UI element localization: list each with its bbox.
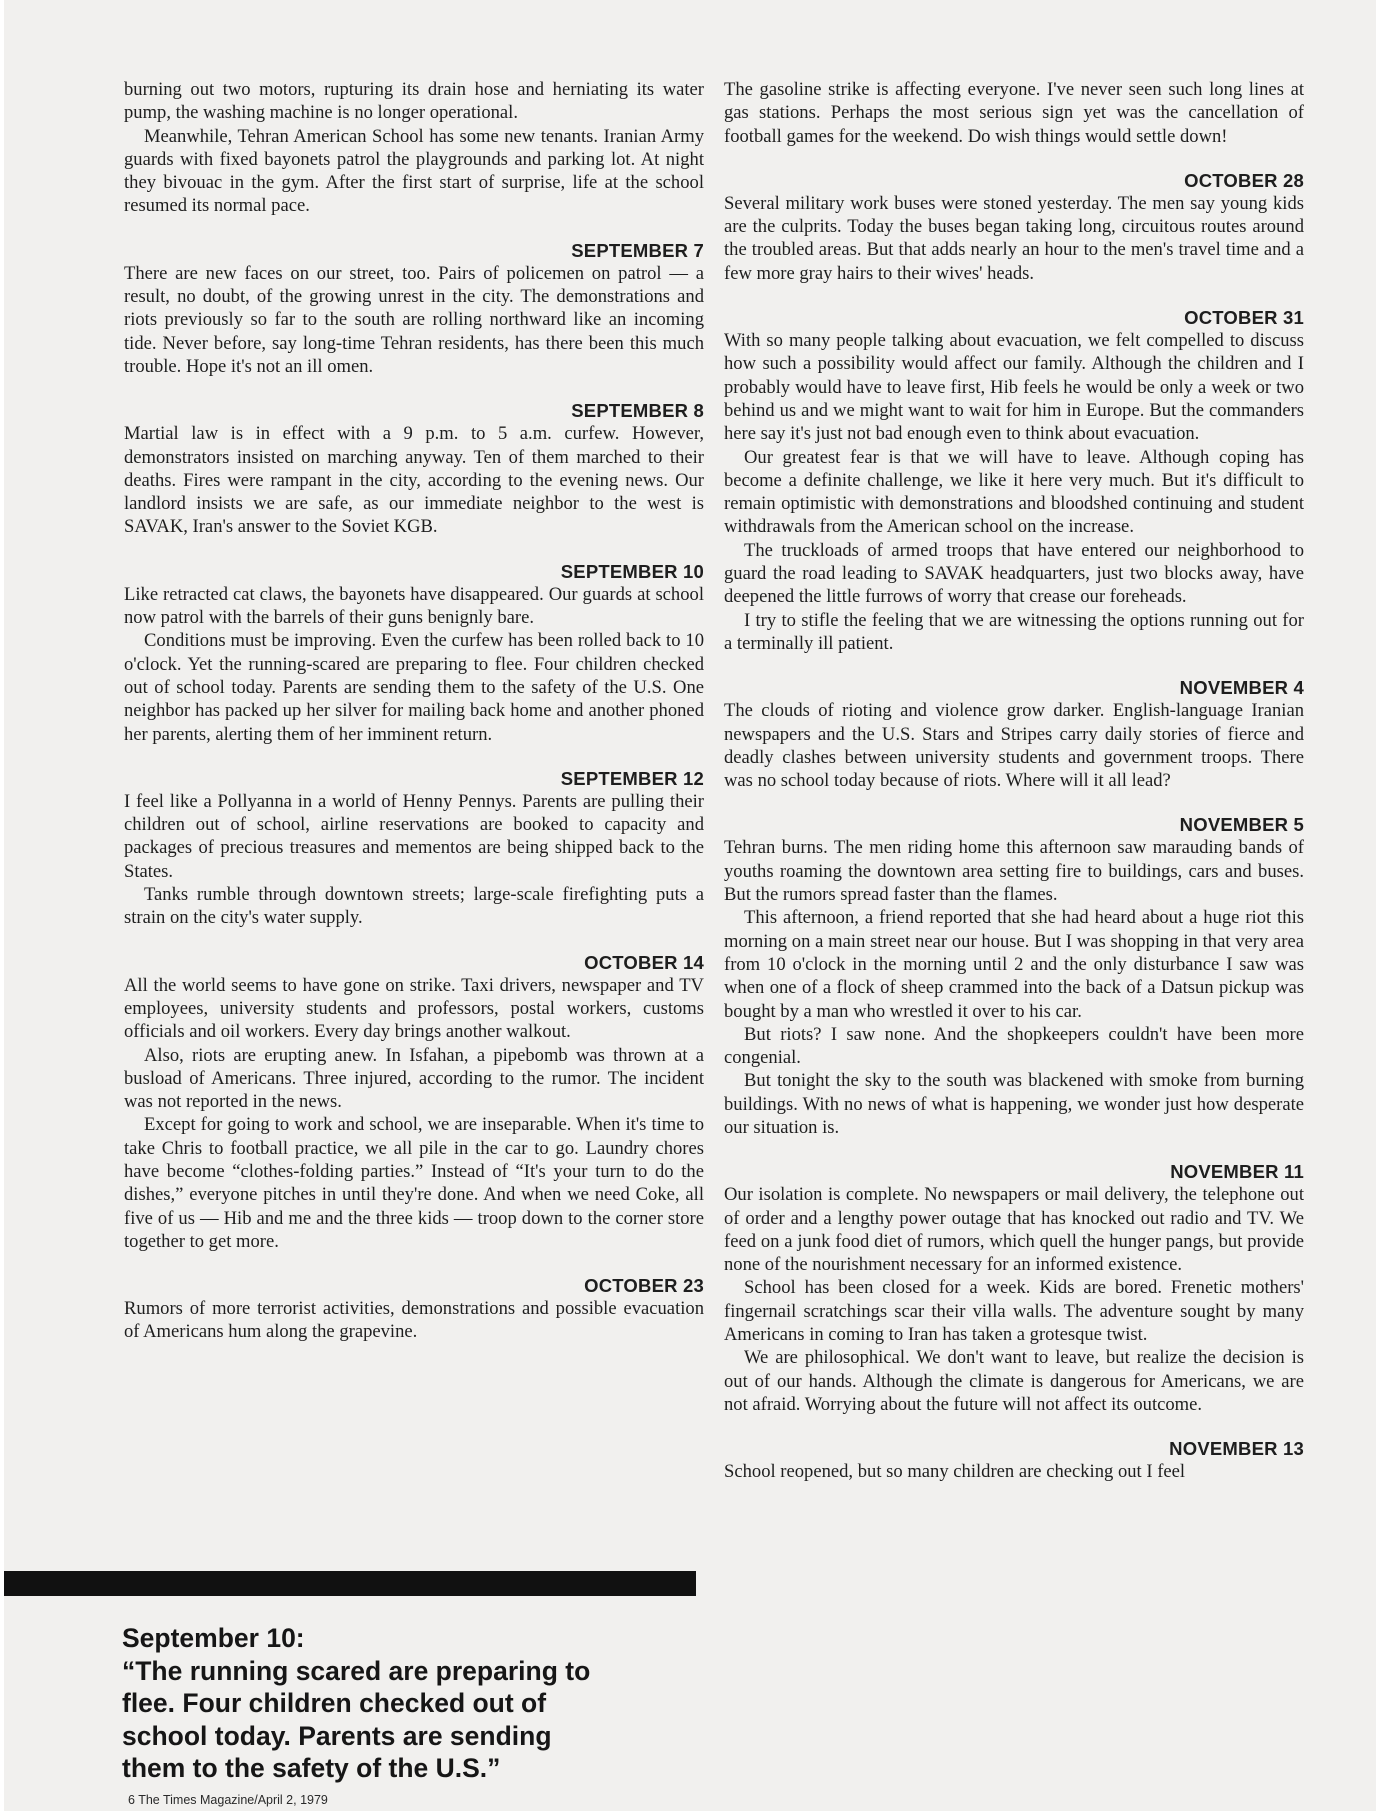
paragraph: But riots? I saw none. And the shopkeepers couldn't have been more congenial. <box>724 1023 1304 1069</box>
paragraph: Several military work buses were stoned yesterday. The men say young kids are the culprits. Today the buses began taking long, circuitous routes around the troubled areas. But that adds nearly an hour to the men's travel time and a few more gray hairs to their wives' heads. <box>724 192 1304 284</box>
pullquote-line: school today. Parents are sending <box>122 1720 552 1751</box>
entry-date-heading: NOVEMBER 5 <box>1179 814 1304 836</box>
entry-date-heading: SEPTEMBER 12 <box>560 767 704 789</box>
paragraph: Tehran burns. The men riding home this afternoon saw marauding bands of youths roaming the downtown area setting fire to buildings, cars and buses. But the rumors spread faster than the flames. <box>724 837 1304 906</box>
entry-date-heading: OCTOBER 23 <box>584 1275 704 1297</box>
paragraph: The gasoline strike is affecting everyone. I've never seen such long lines at gas stations. Perhaps the most serious sign yet was the cancellation of football games for the weekend. Do wish things would settle down! <box>724 79 1304 147</box>
paragraph: burning out two motors, rupturing its drain hose and herniating its water pump, the washing machine is no longer operational. <box>124 79 704 124</box>
paragraph: Our isolation is complete. No newspapers or mail delivery, the telephone out of order and a lengthy power outage that has knocked out radio and TV. We feed on a junk food diet of rumors, which quell the hunger pangs, but provide none of the nourishment necessary for an informed existence. <box>724 1184 1304 1276</box>
paragraph: Tanks rumble through downtown streets; large-scale firefighting puts a strain on the city's water supply. <box>124 884 704 929</box>
pullquote-date: September 10: <box>122 1623 305 1653</box>
entry-date-heading: OCTOBER 28 <box>1184 169 1304 191</box>
paragraph: School reopened, but so many children are checking out I feel <box>724 1461 1186 1483</box>
paragraph: This afternoon, a friend reported that she had heard about a huge riot this morning on a main street near our house. But I was shopping in that very area from 10 o'clock in the morning until 2 and the only disturbance I saw was when one of a flock of sheep crammed into the back of a Datsun pickup was bought by a man who wrestled it over to his car. <box>724 907 1304 1022</box>
paragraph: Meanwhile, Tehran American School has some new tenants. Iranian Army guards with fixed bayonets patrol the playgrounds and parking lot. At night they bivouac in the gym. After the first start of surprise, life at the school resumed its normal pace. <box>124 125 704 217</box>
magazine-page <box>4 0 1376 1811</box>
paragraph: Except for going to work and school, we are inseparable. When it's time to take Chris to football practice, we all pile in the car to go. Laundry chores have become “clothes-folding parties.” Instead of “It's your turn to do the dishes,” everyone pitches in until they're done. And when we need Coke, all five of us — Hib and me and the three kids — troop down to the corner store together to get more. <box>124 1114 704 1252</box>
paragraph: I try to stifle the feeling that we are witnessing the options running out for a terminally ill patient. <box>724 609 1304 654</box>
paragraph: I feel like a Pollyanna in a world of Henny Pennys. Parents are pulling their children out of school, airline reservations are booked to capacity and packages of precious treasures and mementos are being shipped back to the States. <box>124 790 704 882</box>
paragraph: Conditions must be improving. Even the curfew has been rolled back to 10 o'clock. Yet the running-scared are preparing to flee. Four children checked out of school today. Parents are sending them to the safety of the U.S. One neighbor has packed up her silver for mailing back home and another phoned her parents, alerting them of her imminent return. <box>124 630 704 745</box>
paragraph: Rumors of more terrorist activities, demonstrations and possible evacuation of Americans hum along the grapevine. <box>124 1298 704 1343</box>
left-column <box>124 78 704 1344</box>
right-column <box>724 78 1304 1484</box>
paragraph: Like retracted cat claws, the bayonets have disappeared. Our guards at school now patrol with the barrels of their guns benignly bare. <box>124 583 704 629</box>
entry-date-heading: OCTOBER 14 <box>584 951 704 973</box>
paragraph: Martial law is in effect with a 9 p.m. to 5 a.m. curfew. However, demonstrators insisted on marching anyway. Ten of them marched to their deaths. Fires were rampant in the city, according to the evening news. Our landlord insists we are safe, as our immediate neighbor to the west is SAVAK, Iran's answer to the Soviet KGB. <box>124 423 704 538</box>
entry-date-heading: OCTOBER 31 <box>1184 307 1304 329</box>
paragraph: We are philosophical. We don't want to leave, but realize the decision is out of our hands. Although the climate is dangerous for Americans, we are not afraid. Worrying about the future will not affect its outcome. <box>724 1347 1304 1415</box>
paragraph: The clouds of rioting and violence grow darker. English-language Iranian newspapers and the U.S. Stars and Stripes carry daily stories of fierce and deadly clashes between university students and government troops. There was no school today because of riots. Where will it all lead? <box>724 700 1304 792</box>
paragraph: There are new faces on our street, too. Pairs of policemen on patrol — a result, no doubt, of the growing unrest in the city. The demonstrations and riots previously so far to the south are rolling northward like an incoming tide. Never before, say long-time Tehran residents, has there been this much trouble. Hope it's not an ill omen. <box>124 262 704 377</box>
page-footer: 6 The Times Magazine/April 2, 1979 <box>128 1793 328 1807</box>
paragraph: With so many people talking about evacuation, we felt compelled to discuss how such a possibility would affect our family. Although the children and I probably would have to leave first, Hib feels he would be only a week or two behind us and we might want to wait for him in Europe. But the commanders here say it's just not bad enough even to think about evacuation. <box>724 330 1304 445</box>
entry-date-heading: NOVEMBER 11 <box>1170 1161 1304 1183</box>
entry-date-heading: NOVEMBER 13 <box>1169 1438 1304 1460</box>
paragraph: Also, riots are erupting anew. In Isfahan, a pipebomb was thrown at a busload of Americans. Three injured, according to the rumor. The incident was not reported in the news. <box>124 1044 704 1113</box>
paragraph: All the world seems to have gone on strike. Taxi drivers, newspaper and TV employees, university students and professors, postal workers, customs officials and oil workers. Every day brings another walkout. <box>124 974 704 1043</box>
entry-date-heading: SEPTEMBER 7 <box>571 239 704 261</box>
pullquote-rule-bar <box>4 1571 696 1596</box>
pullquote-line: them to the safety of the U.S.” <box>122 1753 501 1783</box>
entry-date-heading: SEPTEMBER 8 <box>571 400 704 422</box>
entry-date-heading: NOVEMBER 4 <box>1179 677 1304 699</box>
entry-date-heading: SEPTEMBER 10 <box>560 560 704 582</box>
paragraph: The truckloads of armed troops that have entered our neighborhood to guard the road leading to SAVAK headquarters, just two blocks away, have deepened the little furrows of worry that crease our foreheads. <box>724 539 1304 608</box>
pullquote <box>122 1622 702 1785</box>
paragraph: School has been closed for a week. Kids are bored. Frenetic mothers' fingernail scratchings scar their villa walls. The adventure sought by many Americans in coming to Iran has taken a grotesque twist. <box>724 1277 1304 1346</box>
paragraph: But tonight the sky to the south was blackened with smoke from burning buildings. With no news of what is happening, we wonder just how desperate our situation is. <box>724 1070 1304 1138</box>
pullquote-line: flee. Four children checked out of <box>122 1688 547 1718</box>
pullquote-line: “The running scared are preparing to <box>122 1655 591 1686</box>
paragraph: Our greatest fear is that we will have to leave. Although coping has become a definite challenge, we like it here very much. But it's difficult to remain optimistic with demonstrations and bloodshed continuing and student withdrawals from the American school on the increase. <box>724 446 1304 538</box>
